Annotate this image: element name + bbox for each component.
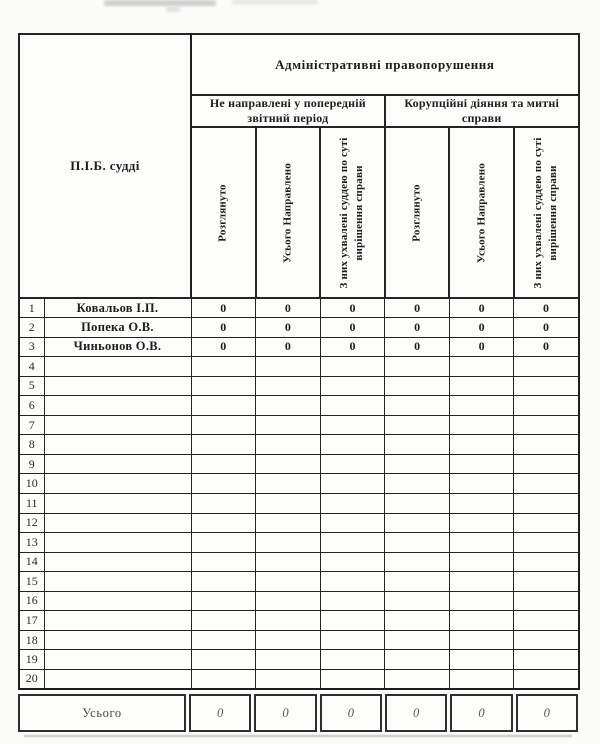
judge-name-cell: Ковальов І.П. (44, 298, 191, 318)
value-cell (191, 572, 256, 592)
table-row (19, 493, 579, 513)
row-number-cell: 4 (19, 357, 44, 377)
value-cell (385, 435, 450, 455)
value-cell (320, 572, 385, 592)
totals-value: 0 (254, 694, 316, 732)
value-cell (514, 630, 579, 650)
value-cell (320, 611, 385, 631)
judge-name-cell: Попека О.В. (44, 318, 191, 338)
value-cell (320, 669, 385, 689)
value-cell (256, 474, 321, 494)
value-cell (320, 552, 385, 572)
judge-name-cell (44, 572, 191, 592)
judge-name-cell (44, 357, 191, 377)
column-header-total-sent (256, 127, 321, 298)
value-cell (449, 552, 514, 572)
row-number-cell: 3 (19, 337, 44, 357)
value-cell (514, 552, 579, 572)
table-row (19, 454, 579, 474)
value-cell: 0 (514, 337, 579, 357)
value-cell (514, 572, 579, 592)
table-row (19, 630, 579, 650)
row-number-cell: 10 (19, 474, 44, 494)
judge-name-cell (44, 474, 191, 494)
value-cell (385, 396, 450, 416)
table-body (19, 298, 579, 689)
table-row (19, 650, 579, 670)
value-cell: 0 (320, 318, 385, 338)
judge-name-cell (44, 669, 191, 689)
value-cell (514, 493, 579, 513)
row-number-cell: 7 (19, 415, 44, 435)
value-cell: 0 (385, 318, 450, 338)
value-cell: 0 (191, 298, 256, 318)
table-row (19, 298, 579, 318)
value-cell (191, 552, 256, 572)
value-cell (256, 376, 321, 396)
value-cell (191, 669, 256, 689)
scan-artifact (166, 7, 180, 12)
value-cell: 0 (449, 318, 514, 338)
value-cell (191, 513, 256, 533)
column-header-decided-on-merits (514, 127, 579, 298)
table-row (19, 591, 579, 611)
value-cell (256, 396, 321, 416)
value-cell (191, 376, 256, 396)
judge-name-cell (44, 552, 191, 572)
value-cell (320, 630, 385, 650)
value-cell (256, 611, 321, 631)
value-cell (449, 650, 514, 670)
value-cell (191, 493, 256, 513)
value-cell (449, 630, 514, 650)
totals-value: 0 (385, 694, 447, 732)
value-cell (320, 474, 385, 494)
value-cell (449, 611, 514, 631)
table-row (19, 318, 579, 338)
value-cell (514, 396, 579, 416)
row-number-cell: 16 (19, 591, 44, 611)
totals-label: Усього (18, 694, 186, 732)
value-cell (514, 669, 579, 689)
judge-name-cell (44, 591, 191, 611)
value-cell (191, 474, 256, 494)
value-cell (514, 357, 579, 377)
row-number-cell: 11 (19, 493, 44, 513)
value-cell (449, 435, 514, 455)
judge-name-cell (44, 611, 191, 631)
group-header-not-forwarded: Не направлені у попередній звітний період (191, 95, 385, 127)
value-cell (191, 435, 256, 455)
table-row (19, 572, 579, 592)
value-cell (256, 572, 321, 592)
value-cell (514, 650, 579, 670)
row-number-cell: 8 (19, 435, 44, 455)
value-cell: 0 (449, 298, 514, 318)
value-cell: 0 (191, 318, 256, 338)
column-header-decided-on-merits (320, 127, 385, 298)
judge-name-cell (44, 396, 191, 416)
judge-name-cell (44, 513, 191, 533)
table-row (19, 376, 579, 396)
value-cell (449, 357, 514, 377)
value-cell (191, 591, 256, 611)
main-section-header: Адміністративні правопорушення (191, 34, 579, 95)
judge-name-cell: Чиньонов О.В. (44, 337, 191, 357)
value-cell (320, 357, 385, 377)
table-row (19, 357, 579, 377)
value-cell (320, 415, 385, 435)
value-cell (320, 435, 385, 455)
row-number-cell: 13 (19, 533, 44, 553)
judge-name-cell (44, 650, 191, 670)
value-cell (385, 454, 450, 474)
judges-report-table (18, 33, 580, 690)
value-cell (320, 533, 385, 553)
vertical-label: Розглянуто (216, 183, 229, 242)
value-cell (385, 552, 450, 572)
row-number-cell: 5 (19, 376, 44, 396)
group-header-corruption-customs: Корупційні діяння та митні справи (385, 95, 579, 127)
vertical-label: З них ухвалені суддею по суті вирішення справи (338, 137, 366, 289)
value-cell (256, 533, 321, 553)
value-cell (256, 650, 321, 670)
judge-name-cell (44, 435, 191, 455)
table-row (19, 533, 579, 553)
table-row (19, 513, 579, 533)
value-cell (385, 630, 450, 650)
scan-artifact (232, 0, 318, 4)
value-cell (320, 513, 385, 533)
value-cell (256, 513, 321, 533)
table-row (19, 415, 579, 435)
table-row (19, 552, 579, 572)
value-cell (191, 415, 256, 435)
value-cell (385, 357, 450, 377)
value-cell: 0 (385, 337, 450, 357)
value-cell: 0 (514, 298, 579, 318)
totals-value: 0 (189, 694, 251, 732)
value-cell: 0 (191, 337, 256, 357)
value-cell (320, 396, 385, 416)
value-cell: 0 (514, 318, 579, 338)
column-header-considered (385, 127, 450, 298)
totals-value: 0 (516, 694, 578, 732)
value-cell (320, 454, 385, 474)
table-row (19, 611, 579, 631)
value-cell (514, 533, 579, 553)
row-number-cell: 9 (19, 454, 44, 474)
value-cell (191, 630, 256, 650)
value-cell (449, 533, 514, 553)
value-cell (449, 493, 514, 513)
value-cell (514, 611, 579, 631)
value-cell (385, 474, 450, 494)
value-cell (514, 474, 579, 494)
scan-shadow (24, 735, 572, 737)
judge-name-cell (44, 493, 191, 513)
judge-name-cell (44, 630, 191, 650)
totals-value: 0 (320, 694, 382, 732)
scan-artifact (104, 0, 216, 6)
value-cell (514, 435, 579, 455)
row-number-cell: 1 (19, 298, 44, 318)
value-cell (449, 513, 514, 533)
vertical-label: Розглянуто (410, 183, 423, 242)
column-header-considered (191, 127, 256, 298)
value-cell (320, 493, 385, 513)
value-cell (385, 533, 450, 553)
value-cell (449, 454, 514, 474)
table-row (19, 396, 579, 416)
value-cell: 0 (256, 318, 321, 338)
value-cell: 0 (385, 298, 450, 318)
value-cell (385, 513, 450, 533)
value-cell: 0 (320, 298, 385, 318)
table-row (19, 435, 579, 455)
value-cell (385, 493, 450, 513)
value-cell (256, 435, 321, 455)
value-cell (449, 396, 514, 416)
value-cell (191, 357, 256, 377)
vertical-label: Усього Направлено (281, 162, 294, 263)
value-cell (385, 650, 450, 670)
value-cell (191, 396, 256, 416)
vertical-label: З них ухвалені суддею по суті вирішення справи (532, 137, 560, 289)
value-cell (256, 454, 321, 474)
totals-row (18, 694, 578, 732)
judge-name-cell (44, 376, 191, 396)
value-cell (256, 493, 321, 513)
value-cell (385, 611, 450, 631)
judge-name-column-header: П.І.Б. судді (19, 34, 191, 298)
value-cell (256, 591, 321, 611)
value-cell (191, 454, 256, 474)
value-cell (320, 591, 385, 611)
value-cell (514, 591, 579, 611)
value-cell (449, 415, 514, 435)
value-cell (385, 669, 450, 689)
value-cell (256, 669, 321, 689)
row-number-cell: 17 (19, 611, 44, 631)
value-cell (514, 376, 579, 396)
row-number-cell: 12 (19, 513, 44, 533)
row-number-cell: 20 (19, 669, 44, 689)
value-cell (385, 572, 450, 592)
row-number-cell: 19 (19, 650, 44, 670)
value-cell (256, 630, 321, 650)
value-cell: 0 (256, 337, 321, 357)
value-cell (449, 669, 514, 689)
value-cell (191, 533, 256, 553)
value-cell (449, 591, 514, 611)
totals-value: 0 (450, 694, 512, 732)
value-cell (449, 572, 514, 592)
value-cell (385, 376, 450, 396)
judge-name-cell (44, 415, 191, 435)
vertical-label: Усього Направлено (475, 162, 488, 263)
row-number-cell: 15 (19, 572, 44, 592)
value-cell (449, 474, 514, 494)
row-number-cell: 14 (19, 552, 44, 572)
value-cell: 0 (256, 298, 321, 318)
row-number-cell: 18 (19, 630, 44, 650)
value-cell (256, 357, 321, 377)
table-row (19, 669, 579, 689)
value-cell (191, 650, 256, 670)
value-cell (514, 513, 579, 533)
value-cell (256, 552, 321, 572)
column-header-total-sent (449, 127, 514, 298)
value-cell (514, 454, 579, 474)
value-cell (320, 376, 385, 396)
value-cell (191, 611, 256, 631)
judge-name-cell (44, 454, 191, 474)
row-number-cell: 2 (19, 318, 44, 338)
value-cell (514, 415, 579, 435)
value-cell (320, 650, 385, 670)
table-row (19, 337, 579, 357)
judge-name-cell (44, 533, 191, 553)
row-number-cell: 6 (19, 396, 44, 416)
value-cell: 0 (449, 337, 514, 357)
value-cell: 0 (320, 337, 385, 357)
table-row (19, 474, 579, 494)
value-cell (385, 415, 450, 435)
value-cell (256, 415, 321, 435)
value-cell (385, 591, 450, 611)
value-cell (449, 376, 514, 396)
